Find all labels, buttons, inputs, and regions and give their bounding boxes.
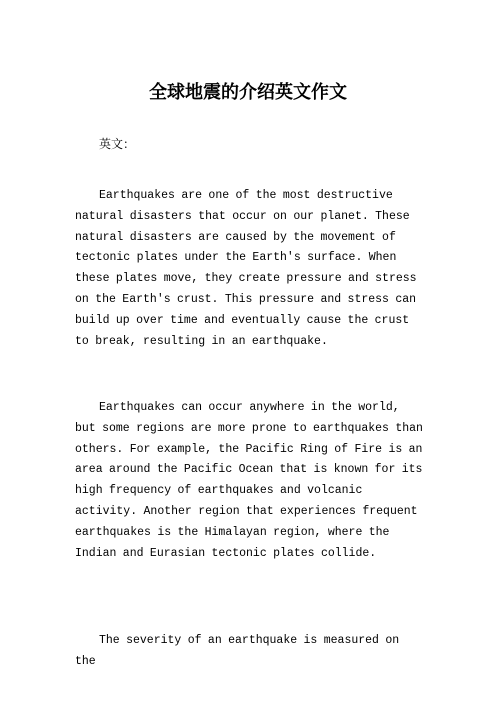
paragraph-2: Earthquakes can occur anywhere in the world, but some regions are more prone to earthquakes than others. For example, the Pacific Ring of Fire is an area around the Pacific Ocean that is known for its high frequency of earthquakes and volcanic activity. Another region that experiences frequent earthquakes is the Himalayan region, where the Indian and Eurasian tectonic plates collide.	[75, 401, 423, 560]
paragraph-1: Earthquakes are one of the most destructive natural disasters that occur on our planet. These natural disasters are caused by the movement of tectonic plates under the Earth's surface. When these plates move, they create pressure and stress on the Earth's crust. This pressure and stress can build up over time and eventually cause the crust to break, resulting in an earthquake.	[75, 189, 417, 348]
section-label: 英文：	[99, 137, 136, 151]
document-title: 全球地震的介绍英文作文	[149, 82, 347, 103]
paragraph-3: The severity of an earthquake is measured on the	[75, 634, 400, 668]
